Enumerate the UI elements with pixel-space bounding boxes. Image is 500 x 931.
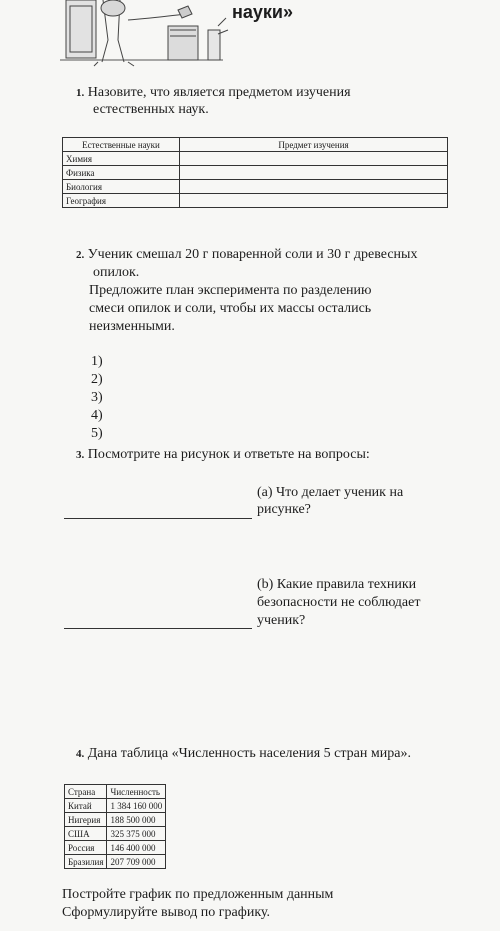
answer-line[interactable] <box>64 628 252 629</box>
answer-line[interactable] <box>64 518 252 519</box>
table-cell: Бразилия <box>65 855 107 869</box>
question-number: 2. <box>76 249 85 261</box>
table-cell: Химия <box>63 152 180 166</box>
question-3 <box>76 446 370 464</box>
question-number: 3. <box>76 449 85 461</box>
sciences-table <box>62 137 448 208</box>
question-2 <box>76 246 417 264</box>
table-row <box>63 180 448 194</box>
table-cell: Нигерия <box>65 813 107 827</box>
table-cell: География <box>63 194 180 208</box>
answer-item: 3) <box>91 390 103 405</box>
table-cell: 325 375 000 <box>107 827 166 841</box>
table-header-row <box>65 785 166 799</box>
question-3a: (a) Что делает ученик на <box>257 485 404 500</box>
table-cell: 146 400 000 <box>107 841 166 855</box>
table-row <box>63 194 448 208</box>
question-3b-cont: ученик? <box>257 613 306 628</box>
page-title: науки» <box>232 2 293 22</box>
question-3b-cont: безопасности не соблюдает <box>257 595 421 610</box>
answer-item: 1) <box>91 354 103 369</box>
question-1-text-cont: естественных наук. <box>93 102 209 117</box>
table-header: Предмет изучения <box>180 138 448 152</box>
table-cell: Физика <box>63 166 180 180</box>
table-cell: Биология <box>63 180 180 194</box>
question-2-line: Предложите план эксперимента по разделению <box>89 283 372 298</box>
instruction-text: Сформулируйте вывод по графику. <box>62 905 271 920</box>
table-cell: США <box>65 827 107 841</box>
answer-cell[interactable] <box>180 180 448 194</box>
table-header: Численность <box>107 785 166 799</box>
question-number: 1. <box>76 87 85 99</box>
question-text: Дана таблица «Численность населения 5 стран мира». <box>87 746 411 761</box>
answer-cell[interactable] <box>180 166 448 180</box>
instruction-text: Постройте график по предложенным данным <box>62 887 334 902</box>
question-text: Назовите, что является предметом изучения <box>87 85 351 100</box>
table-cell: 207 709 000 <box>107 855 166 869</box>
answer-item: 2) <box>91 372 103 387</box>
population-table <box>64 784 166 869</box>
table-header: Естественные науки <box>63 138 180 152</box>
question-3b: (b) Какие правила техники <box>257 577 417 592</box>
question-2-line: смеси опилок и соли, чтобы их массы остались <box>89 301 372 316</box>
question-2-line: неизменными. <box>89 319 175 334</box>
answer-cell[interactable] <box>180 152 448 166</box>
table-header: Страна <box>65 785 107 799</box>
question-number: 4. <box>76 748 85 760</box>
answer-cell[interactable] <box>180 194 448 208</box>
question-4 <box>76 745 411 763</box>
answer-item: 4) <box>91 408 103 423</box>
question-1 <box>76 84 351 102</box>
table-cell: 188 500 000 <box>107 813 166 827</box>
table-row <box>63 152 448 166</box>
answer-item: 5) <box>91 426 103 441</box>
table-row <box>65 813 166 827</box>
table-header-row <box>63 138 448 152</box>
question-2-line: опилок. <box>93 265 140 280</box>
question-3a-cont: рисунке? <box>257 502 311 517</box>
question-text: Посмотрите на рисунок и ответьте на вопросы: <box>87 447 370 462</box>
table-cell: Россия <box>65 841 107 855</box>
table-row <box>65 827 166 841</box>
question-text: Ученик смешал 20 г поваренной соли и 30 г древесных <box>87 247 418 262</box>
table-row <box>63 166 448 180</box>
scientist-illustration <box>58 0 233 68</box>
table-cell: 1 384 160 000 <box>107 799 166 813</box>
table-row <box>65 855 166 869</box>
table-cell: Китай <box>65 799 107 813</box>
table-row <box>65 799 166 813</box>
table-row <box>65 841 166 855</box>
